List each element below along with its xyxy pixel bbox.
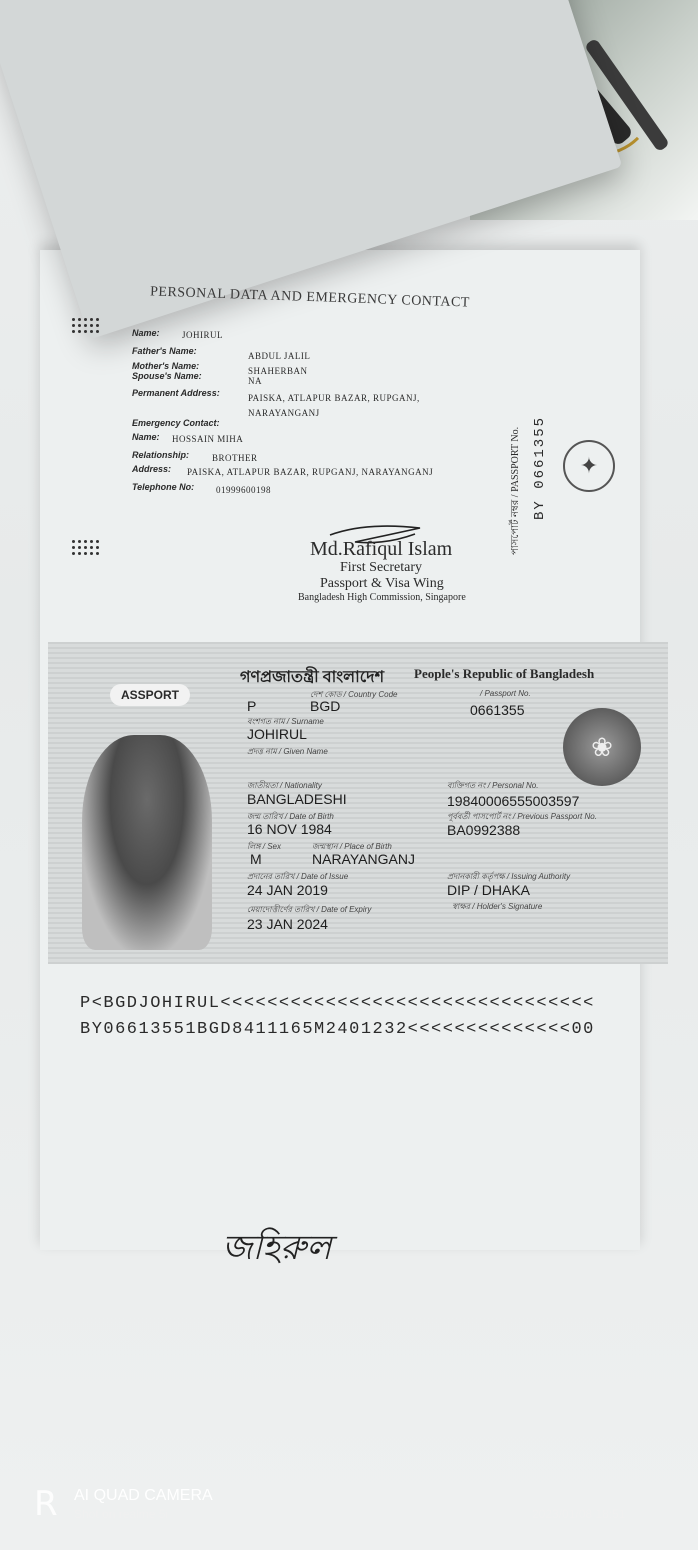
- expiry-label: মেয়াদোত্তীর্ণের তারিখ / Date of Expiry: [247, 905, 372, 914]
- holder-photo: [82, 735, 212, 950]
- mother-label: Mother's Name:: [132, 361, 200, 371]
- country-label: দেশ কোড / Country Code: [310, 690, 398, 699]
- perforation-holes-lower: [72, 540, 100, 555]
- side-passport-label: পাসপোর্ট নম্বর / PASSPORT No.: [510, 426, 521, 555]
- watermark-timestamp: 2023/01/08 18:51: [532, 1507, 626, 1521]
- spouse-value: NA: [248, 376, 262, 386]
- personal-no-label: ব্যক্তিগত নং / Personal No.: [447, 781, 539, 790]
- given-name-label: প্রদত্ত নাম / Given Name: [247, 747, 328, 756]
- mother-value: SHAHERBAN: [248, 366, 308, 376]
- prev-passport-label: পূর্ববর্তী পাসপোর্ট নং / Previous Passport No.: [447, 812, 597, 821]
- surname-label: বংশগত নাম / Surname: [247, 717, 324, 726]
- relation-label: Relationship:: [132, 450, 190, 460]
- em-name-label: Name:: [132, 432, 160, 442]
- father-label: Father's Name:: [132, 346, 197, 356]
- passport-no-label: / Passport No.: [480, 689, 531, 698]
- em-address-label: Address:: [132, 464, 172, 474]
- personal-no-value: 19840006555003597: [447, 793, 580, 809]
- bangladesh-seal-icon: ✦: [563, 440, 615, 492]
- em-name-value: HOSSAIN MIHA: [172, 434, 244, 444]
- holder-signature-label: স্বাক্ষর / Holder's Signature: [452, 902, 543, 911]
- emergency-label: Emergency Contact:: [132, 418, 220, 428]
- watermark-subtitle: Shot on realme 5i: [74, 1507, 169, 1521]
- nationality-label: জাতীয়তা / Nationality: [247, 781, 322, 790]
- phone-value: 01999600198: [216, 485, 271, 495]
- mrz-line-1: P<BGDJOHIRUL<<<<<<<<<<<<<<<<<<<<<<<<<<<<<<<<: [80, 994, 595, 1013]
- sex-value: M: [250, 851, 262, 867]
- dob-label: জন্ম তারিখ / Date of Birth: [247, 812, 334, 821]
- country-value: BGD: [310, 698, 341, 714]
- expiry-value: 23 JAN 2024: [247, 916, 328, 932]
- name-label: Name:: [132, 328, 160, 338]
- pob-value: NARAYANGANJ: [312, 851, 415, 867]
- nationality-value: BANGLADESHI: [247, 791, 347, 807]
- watermark-title: AI QUAD CAMERA: [74, 1487, 213, 1504]
- authority-value: DIP / DHAKA: [447, 882, 530, 898]
- surname-value: JOHIRUL: [247, 726, 307, 742]
- lotus-emblem-icon: ❀: [563, 708, 641, 786]
- realme-logo-icon: R: [34, 1484, 58, 1524]
- sex-label: লিঙ্গ / Sex: [247, 842, 282, 851]
- mrz-line-2: BY06613551BGD8411165M2401232<<<<<<<<<<<<<<00: [80, 1020, 595, 1039]
- phone-label: Telephone No:: [132, 482, 195, 492]
- pob-label: জন্মস্থান / Place of Birth: [312, 842, 392, 851]
- header-english: People's Republic of Bangladesh: [414, 666, 595, 681]
- personal-data-title: PERSONAL DATA AND EMERGENCY CONTACT: [149, 284, 471, 311]
- perforation-holes: [72, 318, 100, 333]
- address-value-2: NARAYANGANJ: [248, 408, 320, 418]
- address-label: Permanent Address:: [132, 388, 220, 398]
- passport-word: ASSPORT: [110, 684, 190, 706]
- dob-value: 16 NOV 1984: [247, 821, 332, 837]
- officer-wing: Passport & Visa Wing: [320, 576, 444, 591]
- spouse-label: Spouse's Name:: [132, 371, 202, 381]
- issue-label: প্রদানের তারিখ / Date of Issue: [247, 872, 349, 881]
- header-bengali: গণপ্রজাতন্ত্রী বাংলাদেশ: [240, 669, 385, 686]
- prev-passport-value: BA0992388: [447, 822, 521, 838]
- authority-label: প্রদানকারী কর্তৃপক্ষ / Issuing Authority: [447, 872, 571, 881]
- father-value: ABDUL JALIL: [248, 351, 311, 361]
- name-value: JOHIRUL: [182, 330, 223, 340]
- issue-value: 24 JAN 2019: [247, 882, 328, 898]
- relation-value: BROTHER: [212, 453, 258, 463]
- address-value-1: PAISKA, ATLAPUR BAZAR, RUPGANJ,: [248, 393, 420, 403]
- side-passport-number: BY 0661355: [532, 415, 548, 520]
- handwritten-signature: জহিরুল: [222, 1228, 332, 1268]
- officer-name: Md.Rafiqul Islam: [310, 538, 453, 560]
- officer-title: First Secretary: [340, 560, 423, 575]
- type-value: P: [247, 698, 257, 714]
- em-address-value: PAISKA, ATLAPUR BAZAR, RUPGANJ, NARAYANGANJ: [187, 467, 434, 477]
- officer-commission: Bangladesh High Commission, Singapore: [298, 592, 466, 603]
- passport-no-value: 0661355: [470, 702, 525, 718]
